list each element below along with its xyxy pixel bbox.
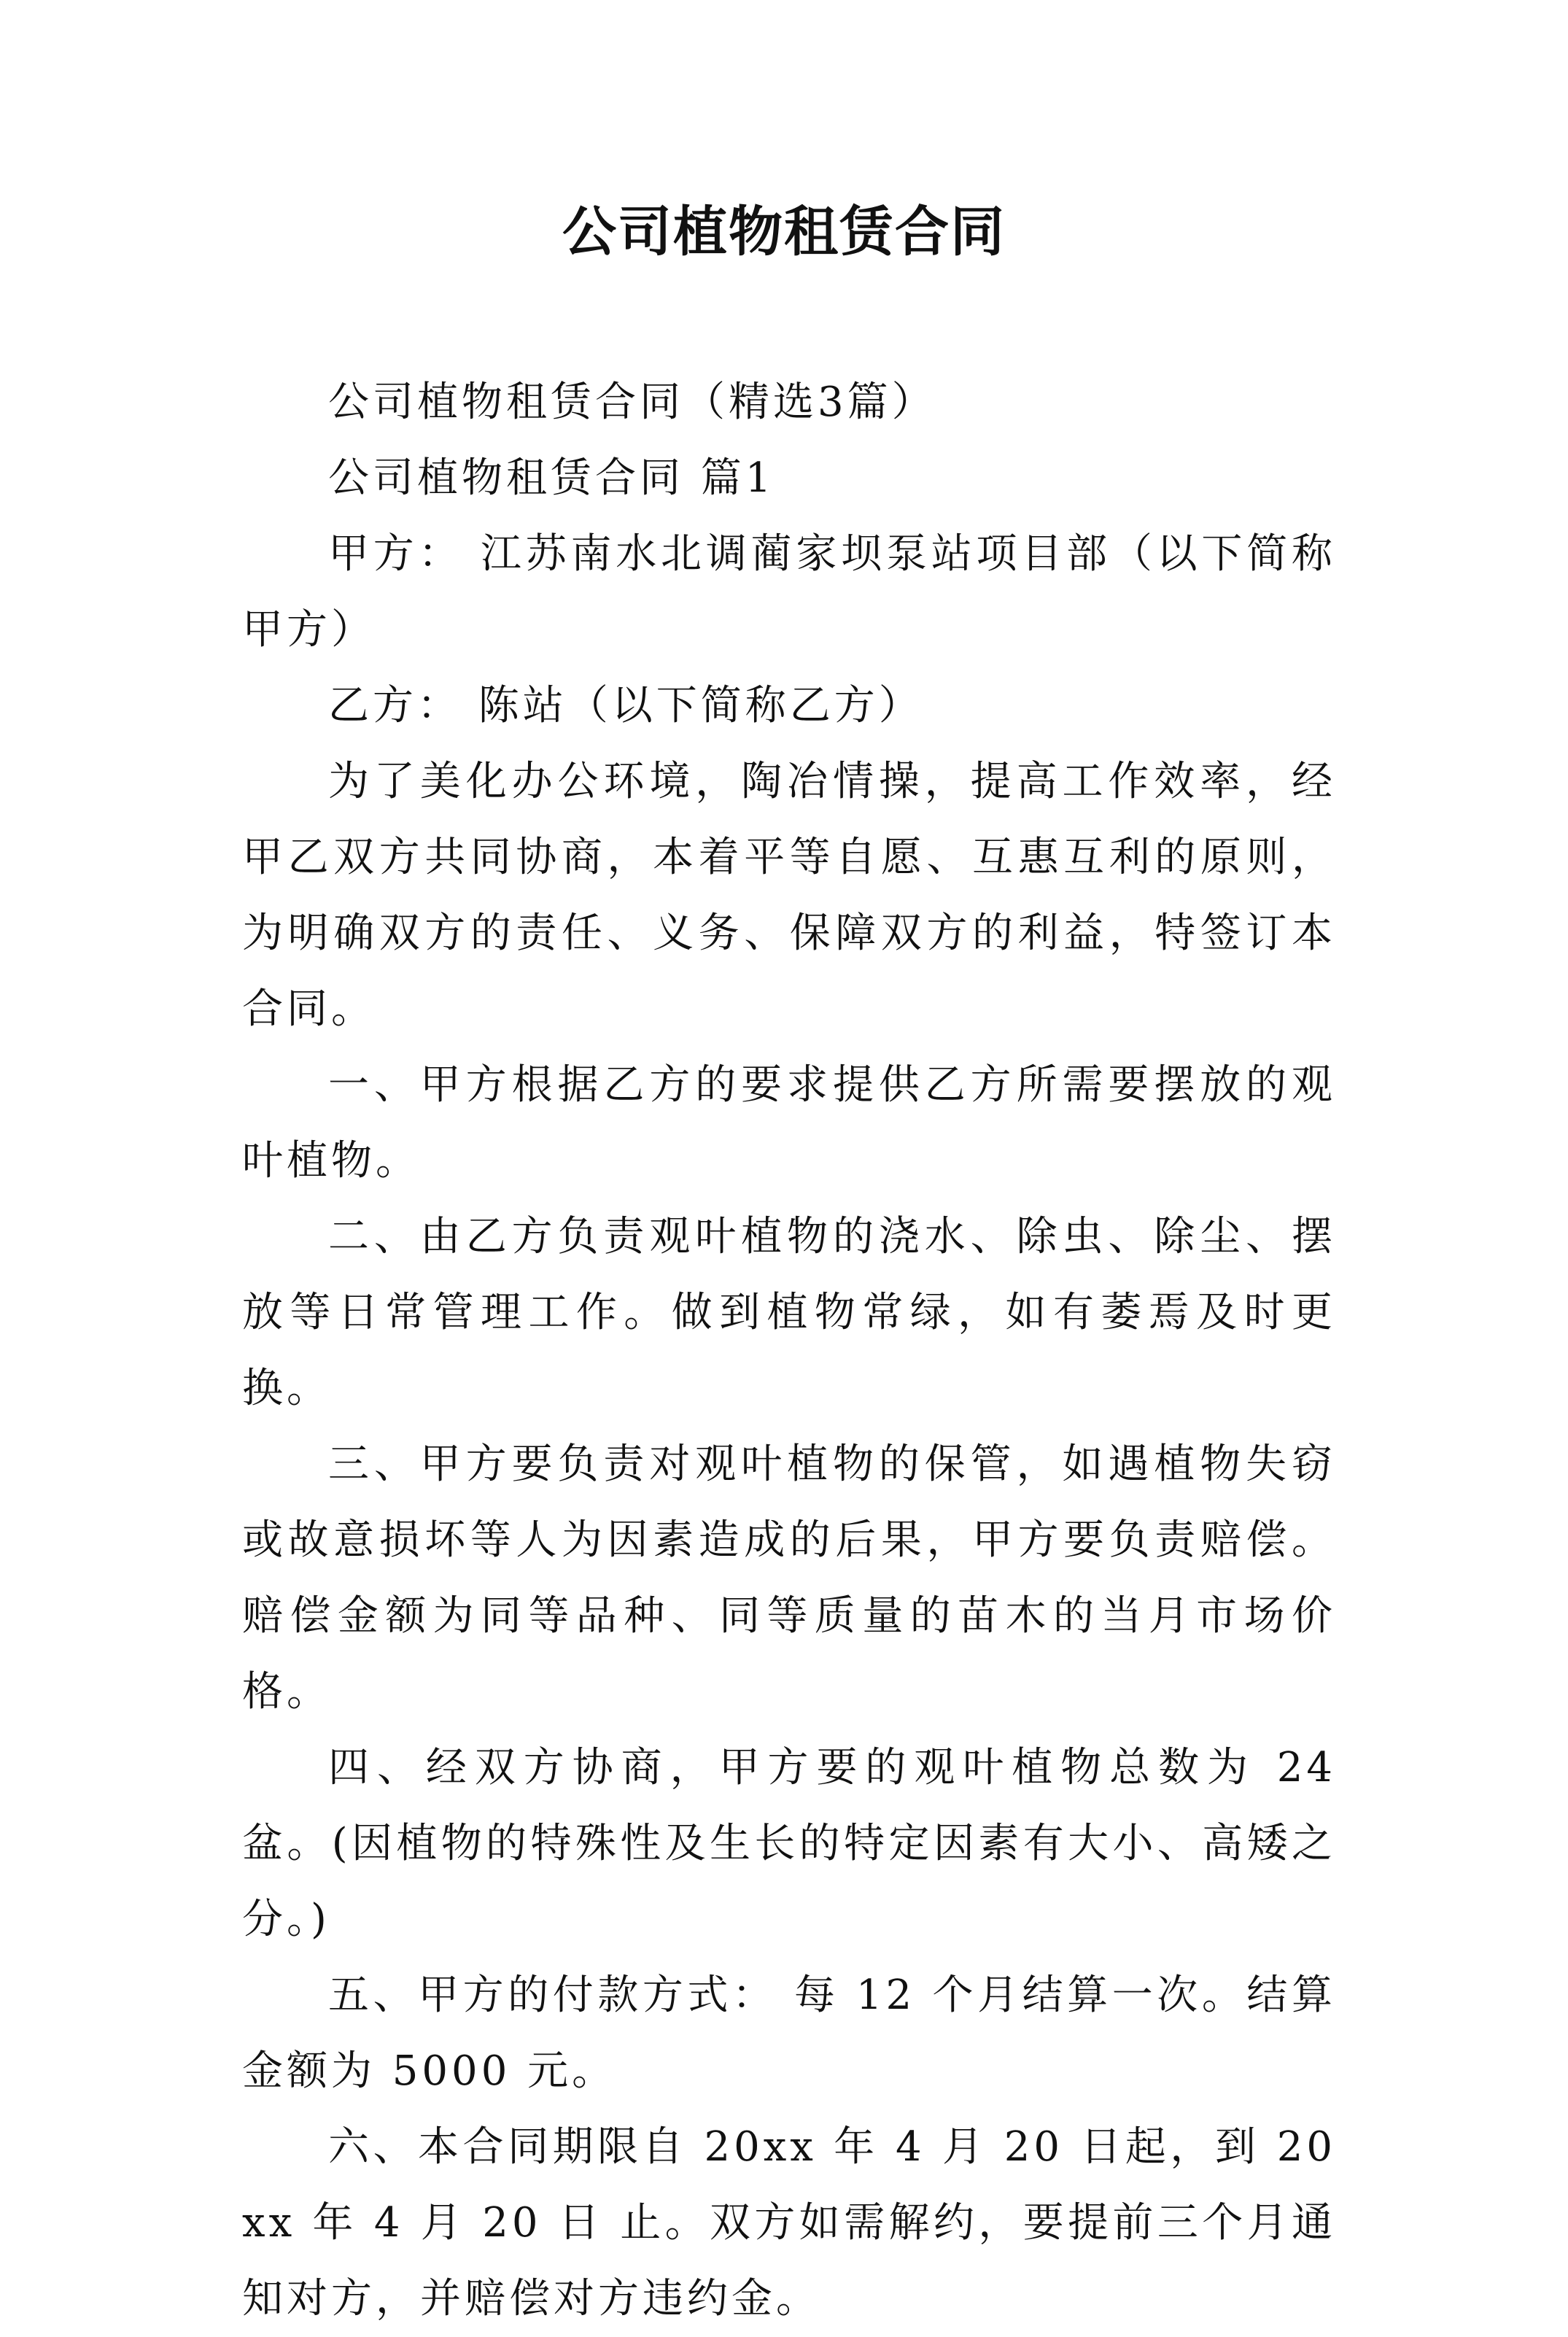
clause-2: 二、由乙方负责观叶植物的浇水、除虫、除尘、摆放等日常管理工作。做到植物常绿，如有萎焉及时更换。 [242,1213,1336,1412]
clause-6: 六、本合同期限自 20xx 年 4 月 20 日起，到 20xx 年 4 月 20 日 止。双方如需解约，要提前三个月通知对方，并赔偿对方违约金。 [242,2123,1336,2322]
document-title: 公司植物租赁合同 [562,201,1006,263]
paragraph-party-a: 甲方： 江苏南水北调蔺家坝泵站项目部（以下简称甲方） [242,530,1336,654]
document-body [242,365,1353,2337]
clause-5: 五、甲方的付款方式： 每 12 个月结算一次。结算金额为 5000 元。 [242,1972,1336,2095]
paragraph-section-heading: 公司植物租赁合同 篇1 [328,454,775,502]
clause-4: 四、经双方协商，甲方要的观叶植物总数为 24 盆。(因植物的特殊性及生长的特定因素有大小、高矮之分。) [242,1744,1353,1943]
paragraph-subtitle: 公司植物租赁合同（精选3篇） [328,379,936,426]
paragraph-preamble: 为了美化办公环境，陶冶情操，提高工作效率，经甲乙双方共同协商，本着平等自愿、互惠互利的原则，为明确双方的责任、义务、保障双方的利益，特签订本合同。 [242,758,1336,1033]
clause-3: 三、甲方要负责对观叶植物的保管，如遇植物失窃或故意损坏等人为因素造成的后果，甲方要负责赔偿。赔偿金额为同等品种、同等质量的苗木的当月市场价格。 [242,1441,1336,1716]
clause-1: 一、甲方根据乙方的要求提供乙方所需要摆放的观叶植物。 [242,1061,1336,1185]
paragraph-party-b: 乙方： 陈站（以下简称乙方） [328,682,923,729]
